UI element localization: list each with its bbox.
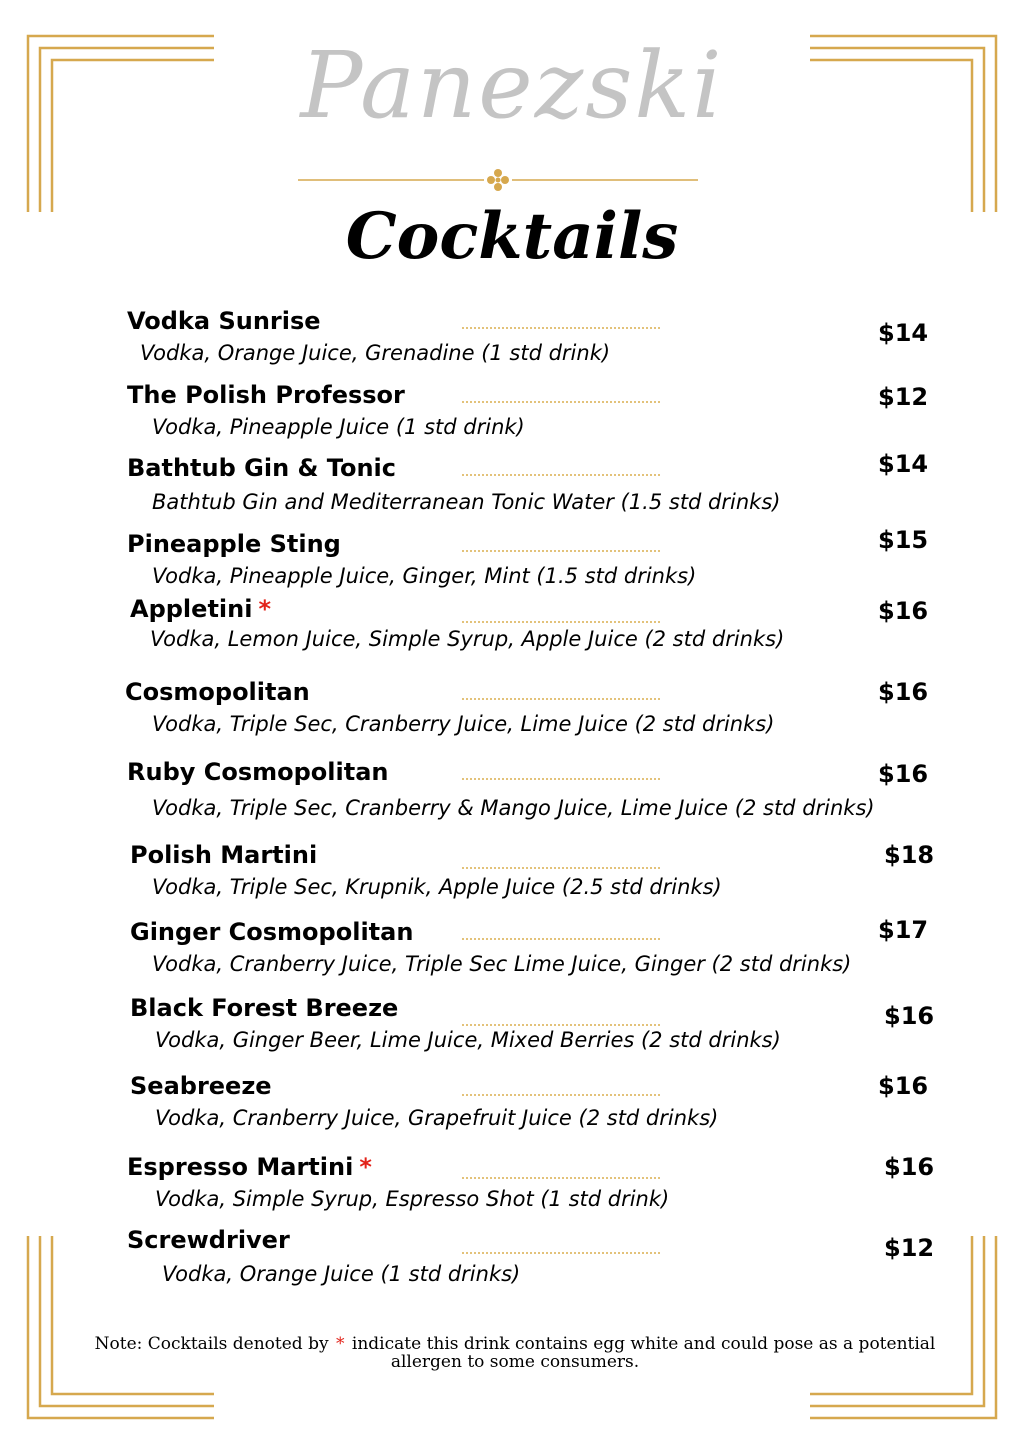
dotted-leader xyxy=(462,1252,660,1254)
dotted-leader xyxy=(462,1094,660,1096)
menu-item-name: The Polish Professor xyxy=(127,381,405,409)
menu-item xyxy=(0,1153,1024,1225)
menu-item-description: Bathtub Gin and Mediterranean Tonic Water (1.5 std drinks) xyxy=(152,490,781,514)
dotted-leader xyxy=(462,938,660,940)
menu-item xyxy=(0,450,1024,526)
menu-item-description: Vodka, Lemon Juice, Simple Syrup, Apple Juice (2 std drinks) xyxy=(150,627,785,651)
allergen-star-icon: * xyxy=(336,1334,345,1354)
dotted-leader xyxy=(462,401,660,403)
dotted-leader xyxy=(462,550,660,552)
dotted-leader xyxy=(462,1024,660,1026)
menu-item-description: Vodka, Simple Syrup, Espresso Shot (1 std drink) xyxy=(155,1187,670,1211)
menu-item-price: $18 xyxy=(884,841,935,869)
menu-item-name: Ruby Cosmopolitan xyxy=(127,758,389,786)
allergen-star-icon: * xyxy=(359,1153,372,1181)
brand-logo-text: Panezski xyxy=(300,32,724,139)
menu-item-name: Bathtub Gin & Tonic xyxy=(127,454,397,482)
menu-item xyxy=(0,994,1024,1066)
menu-item-name: Cosmopolitan xyxy=(125,678,310,706)
menu-item-name: Vodka Sunrise xyxy=(127,307,321,335)
menu-item-price: $16 xyxy=(878,597,929,625)
dotted-leader xyxy=(462,474,660,476)
menu-item xyxy=(0,381,1024,453)
menu-item xyxy=(0,595,1024,667)
menu-item-description: Vodka, Orange Juice, Grenadine (1 std drink) xyxy=(140,341,611,365)
dotted-leader xyxy=(462,778,660,780)
menu-item-description: Vodka, Ginger Beer, Lime Juice, Mixed Berries (2 std drinks) xyxy=(155,1028,781,1052)
menu-item xyxy=(0,307,1024,379)
allergen-star-icon: * xyxy=(258,595,272,623)
menu-item-price: $16 xyxy=(878,1072,929,1100)
menu-item-name: Polish Martini xyxy=(130,841,318,869)
menu-item-name: Black Forest Breeze xyxy=(130,994,399,1022)
menu-item-price: $16 xyxy=(884,1153,935,1181)
menu-item-name: Espresso Martini * xyxy=(127,1153,372,1181)
menu-item-name: Seabreeze xyxy=(130,1072,272,1100)
menu-item-price: $12 xyxy=(884,1234,935,1262)
menu-item xyxy=(0,758,1024,830)
menu-item xyxy=(0,526,1024,602)
dotted-leader xyxy=(462,327,660,329)
menu-item-price: $17 xyxy=(878,916,929,944)
menu-item xyxy=(0,841,1024,913)
menu-item-price: $16 xyxy=(878,760,929,788)
dotted-leader xyxy=(462,698,660,700)
menu-item-price: $16 xyxy=(878,678,929,706)
menu-item-name: Pineapple Sting xyxy=(127,530,341,558)
menu-item-name: Screwdriver xyxy=(127,1226,290,1254)
menu-item xyxy=(0,678,1024,750)
menu-item-price: $14 xyxy=(878,319,929,347)
menu-item-price: $16 xyxy=(884,1002,935,1030)
menu-item xyxy=(0,1226,1024,1298)
menu-item-description: Vodka, Triple Sec, Krupnik, Apple Juice (2.5 std drinks) xyxy=(152,875,722,899)
menu-item-description: Vodka, Triple Sec, Cranberry Juice, Lime Juice (2 std drinks) xyxy=(152,712,775,736)
menu-item-price: $15 xyxy=(878,526,929,554)
menu-item xyxy=(0,1072,1024,1144)
menu-item-description: Vodka, Pineapple Juice, Ginger, Mint (1.5 std drinks) xyxy=(152,564,697,588)
ornament-divider xyxy=(298,168,698,192)
dotted-leader xyxy=(462,867,660,869)
menu-item xyxy=(0,918,1024,990)
dotted-leader xyxy=(462,621,660,623)
menu-item-description: Vodka, Cranberry Juice, Triple Sec Lime Juice, Ginger (2 std drinks) xyxy=(152,952,852,976)
menu-item-description: Vodka, Triple Sec, Cranberry & Mango Juice, Lime Juice (2 std drinks) xyxy=(152,796,875,820)
page-title: Cocktails xyxy=(345,199,679,274)
menu-item-description: Vodka, Pineapple Juice (1 std drink) xyxy=(152,415,525,439)
menu-item-description: Vodka, Orange Juice (1 std drinks) xyxy=(162,1262,521,1286)
menu-item-price: $12 xyxy=(878,383,929,411)
dotted-leader xyxy=(462,1177,660,1179)
menu-item-name: Appletini * xyxy=(130,595,272,623)
menu-item-description: Vodka, Cranberry Juice, Grapefruit Juice (2 std drinks) xyxy=(155,1106,719,1130)
menu-item-price: $14 xyxy=(878,450,929,478)
menu-item-name: Ginger Cosmopolitan xyxy=(130,918,414,946)
allergen-note: Note: Cocktails denoted by * indicate this drink contains egg white and could pose as a potential allergen to some consumers. xyxy=(94,1334,936,1372)
